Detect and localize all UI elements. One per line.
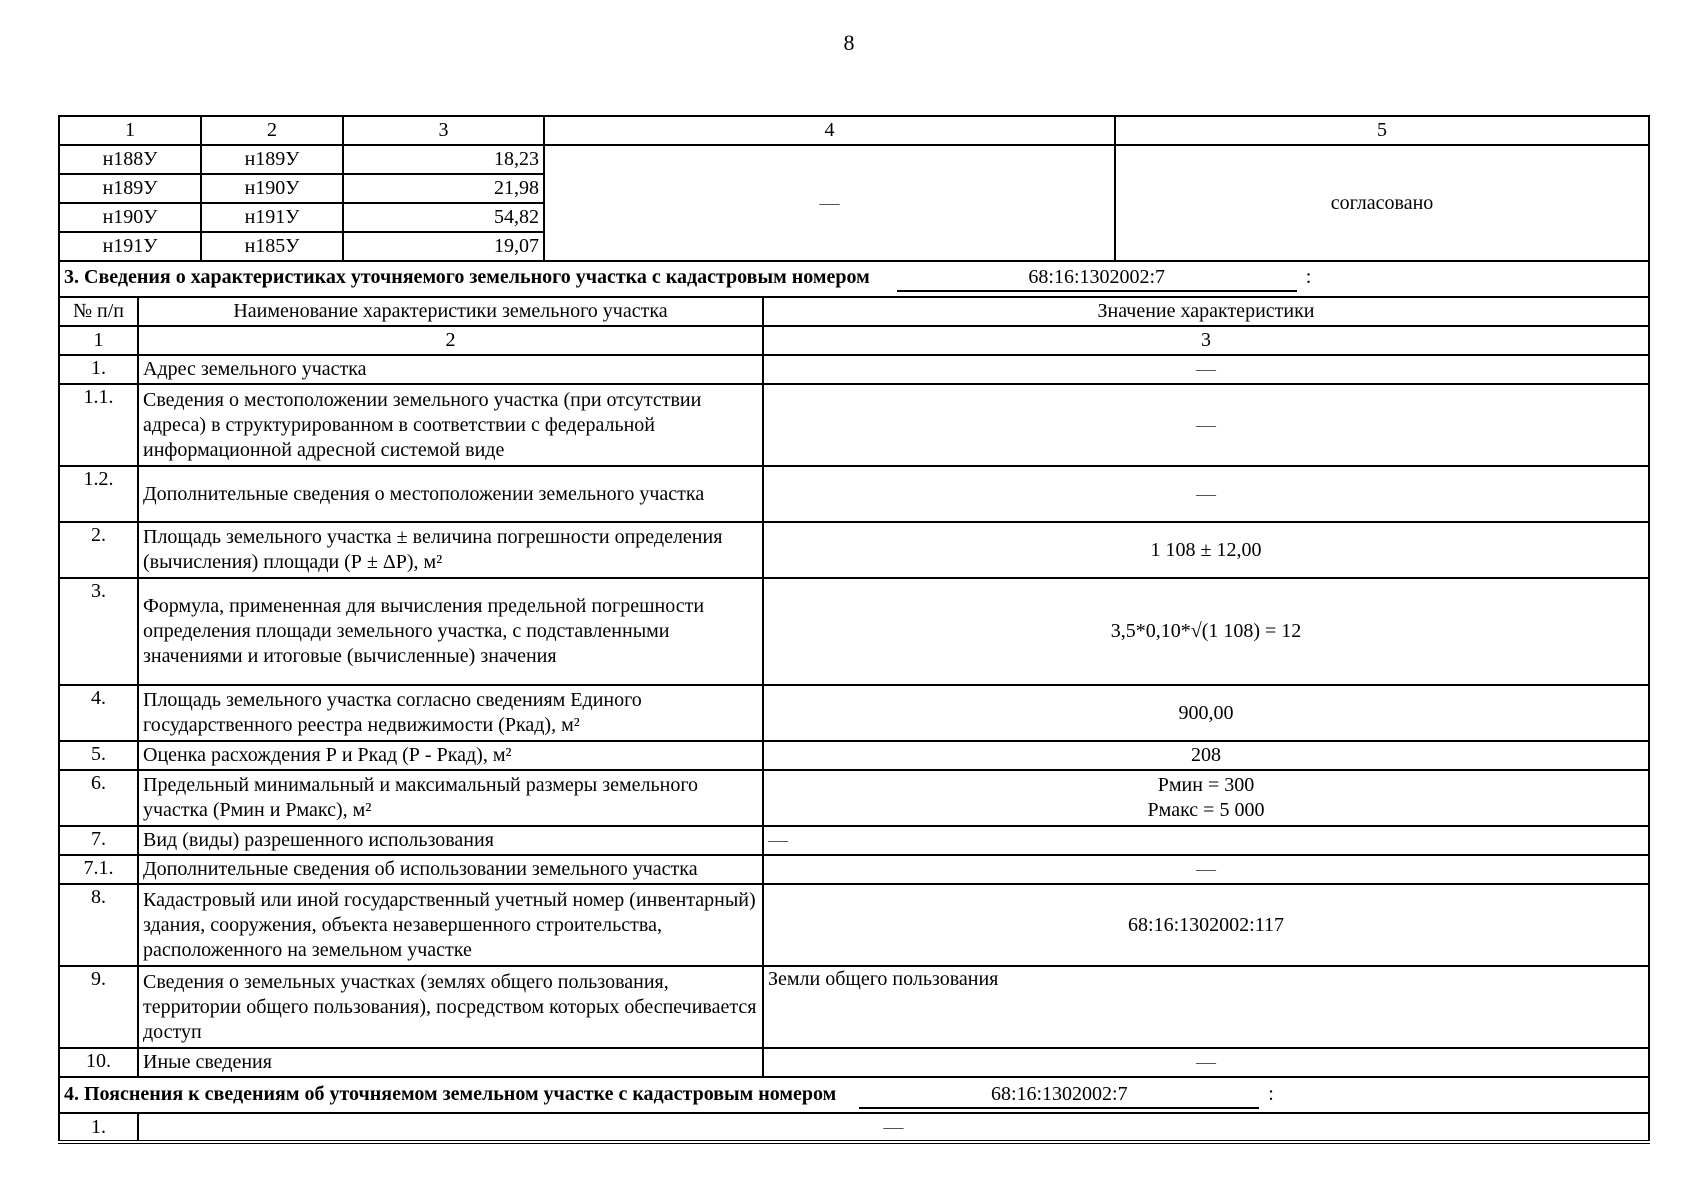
row-number: 1. <box>59 355 138 384</box>
characteristic-value: Земли общего пользования <box>763 966 1649 1048</box>
boundary-segments-table <box>58 115 1650 262</box>
column-number: 1 <box>59 116 201 145</box>
row-number: 4. <box>59 685 138 741</box>
row-number: 1.1. <box>59 384 138 466</box>
point-to: н185У <box>201 232 343 261</box>
table-row <box>59 145 1649 174</box>
row-number: 10. <box>59 1048 138 1077</box>
table-header-row <box>59 297 1649 326</box>
characteristic-name: Вид (виды) разрешенного использования <box>138 826 763 855</box>
table-header-numbers-row <box>59 326 1649 355</box>
table-row <box>59 355 1649 384</box>
header-num: № п/п <box>59 297 138 326</box>
characteristics-table <box>58 261 1650 1144</box>
table-row <box>59 855 1649 884</box>
row-number: 8. <box>59 884 138 966</box>
max-size-value: Рмакс = 5 000 <box>1147 799 1265 821</box>
column-number: 5 <box>1115 116 1649 145</box>
characteristic-name: Предельный минимальный и максимальный размеры земельного участка (Рмин и Рмакс), м² <box>138 770 763 826</box>
row-number: 9. <box>59 966 138 1048</box>
characteristic-value: 900,00 <box>763 685 1649 741</box>
header-value: Значение характеристики <box>763 297 1649 326</box>
column-number: 2 <box>138 326 763 355</box>
column-4-value: — <box>544 145 1115 261</box>
segment-length: 18,23 <box>343 145 544 174</box>
table-row <box>59 966 1649 1048</box>
point-from: н189У <box>59 174 201 203</box>
cadastral-number: 68:16:1302002:7 <box>897 265 1297 292</box>
section-3-title: 3. Сведения о характеристиках уточняемого земельного участка с кадастровым номером 68:16:1302002:7 : <box>59 261 1649 297</box>
min-size-value: Рмин = 300 <box>1157 774 1255 796</box>
point-from: н188У <box>59 145 201 174</box>
table-row <box>59 770 1649 826</box>
table-row <box>59 1048 1649 1077</box>
table-row <box>59 466 1649 522</box>
characteristic-value: — <box>763 855 1649 884</box>
point-to: н189У <box>201 145 343 174</box>
table-row <box>59 685 1649 741</box>
characteristic-name: Сведения о местоположении земельного участка (при отсутствии адреса) в структурированном в соответствии с федеральной информационной адресной системой виде <box>138 384 763 466</box>
characteristic-name: Дополнительные сведения об использовании земельного участка <box>138 855 763 884</box>
point-from: н190У <box>59 203 201 232</box>
row-number: 3. <box>59 578 138 685</box>
characteristic-value: 3,5*0,10*√(1 108) = 12 <box>763 578 1649 685</box>
column-number: 3 <box>343 116 544 145</box>
section-4-title: 4. Пояснения к сведениям об уточняемом земельном участке с кадастровым номером 68:16:1302002:7 : <box>59 1077 1649 1113</box>
column-number: 2 <box>201 116 343 145</box>
explanation-value: — <box>138 1113 1649 1142</box>
section-4-title-row <box>59 1077 1649 1113</box>
row-number: 1.2. <box>59 466 138 522</box>
characteristic-value: 68:16:1302002:117 <box>763 884 1649 966</box>
characteristic-name: Оценка расхождения Р и Ркад (Р - Ркад), м² <box>138 741 763 770</box>
approval-status: согласовано <box>1115 145 1649 261</box>
characteristic-name: Адрес земельного участка <box>138 355 763 384</box>
row-number: 1. <box>59 1113 138 1142</box>
header-name: Наименование характеристики земельного участка <box>138 297 763 326</box>
column-number: 4 <box>544 116 1115 145</box>
characteristic-value: 208 <box>763 741 1649 770</box>
segment-length: 19,07 <box>343 232 544 261</box>
characteristic-name: Формула, примененная для вычисления предельной погрешности определения площади земельного участка, с подставленными значениями и итоговые (вычисленные) значения <box>138 578 763 685</box>
table-row <box>59 741 1649 770</box>
characteristic-value: — <box>763 466 1649 522</box>
row-number: 7. <box>59 826 138 855</box>
characteristic-name: Сведения о земельных участках (землях общего пользования, территории общего пользования), посредством которых обеспечивается доступ <box>138 966 763 1048</box>
section-3-title-row <box>59 261 1649 297</box>
table-row <box>59 522 1649 578</box>
table-row <box>59 826 1649 855</box>
row-number: 5. <box>59 741 138 770</box>
row-number: 2. <box>59 522 138 578</box>
table-header-row <box>59 116 1649 145</box>
segment-length: 21,98 <box>343 174 544 203</box>
column-number: 3 <box>763 326 1649 355</box>
characteristic-name: Кадастровый или иной государственный учетный номер (инвентарный) здания, сооружения, объекта незавершенного строительства, расположенного на земельном участке <box>138 884 763 966</box>
point-from: н191У <box>59 232 201 261</box>
characteristic-value <box>763 770 1649 826</box>
table-row <box>59 578 1649 685</box>
row-number: 6. <box>59 770 138 826</box>
segment-length: 54,82 <box>343 203 544 232</box>
characteristic-name: Иные сведения <box>138 1048 763 1077</box>
page-number: 8 <box>843 30 855 55</box>
characteristic-value: — <box>763 1048 1649 1077</box>
characteristic-name: Дополнительные сведения о местоположении земельного участка <box>138 466 763 522</box>
table-row <box>59 384 1649 466</box>
column-number: 1 <box>59 326 138 355</box>
point-to: н191У <box>201 203 343 232</box>
characteristic-value: 1 108 ± 12,00 <box>763 522 1649 578</box>
table-row <box>59 884 1649 966</box>
point-to: н190У <box>201 174 343 203</box>
characteristic-value: — <box>763 355 1649 384</box>
cadastral-number: 68:16:1302002:7 <box>859 1082 1259 1109</box>
table-row <box>59 1113 1649 1142</box>
characteristic-name: Площадь земельного участка согласно сведениям Единого государственного реестра недвижимости (Ркад), м² <box>138 685 763 741</box>
characteristic-name: Площадь земельного участка ± величина погрешности определения (вычисления) площади (Р ± ΔР), м² <box>138 522 763 578</box>
characteristic-value: — <box>763 826 1649 855</box>
characteristic-value: — <box>763 384 1649 466</box>
row-number: 7.1. <box>59 855 138 884</box>
